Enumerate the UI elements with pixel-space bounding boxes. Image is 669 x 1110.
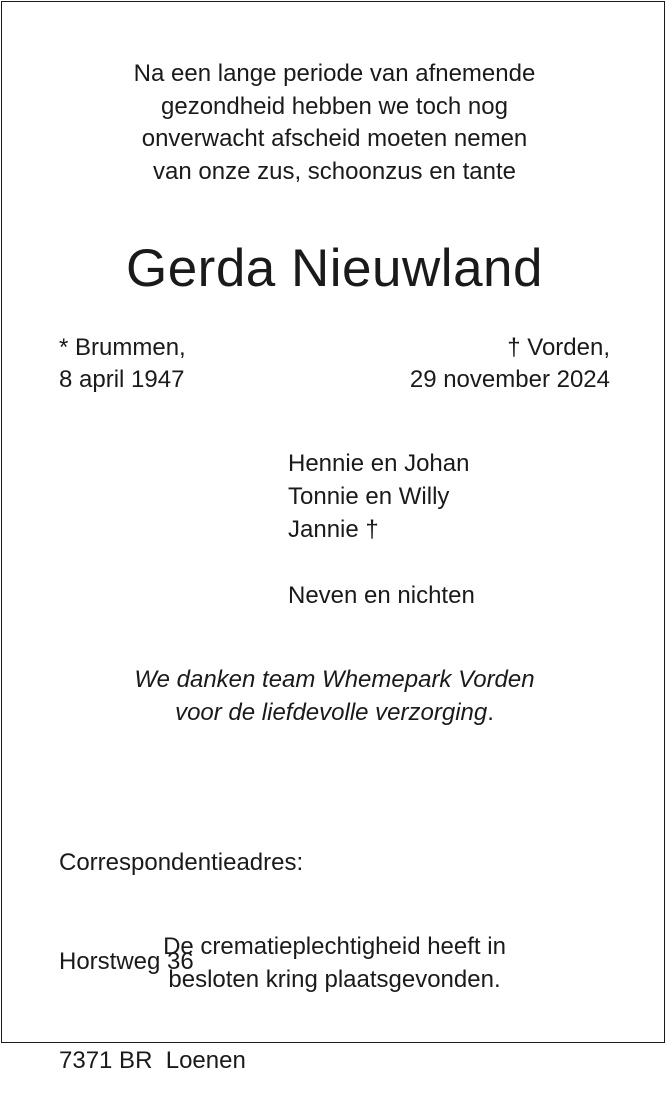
family-member: Hennie en Johan: [288, 450, 470, 477]
death-info: [410, 332, 610, 395]
family-list: [288, 447, 475, 612]
intro-line: gezondheid hebben we toch nog: [161, 92, 508, 120]
intro-text: [0, 58, 669, 189]
closing-line: besloten kring plaatsgevonden.: [168, 966, 501, 993]
birth-date: 8 april 1947: [59, 365, 185, 393]
address-street: Horstweg 36: [59, 948, 194, 975]
closing-text: [0, 930, 669, 996]
intro-line: van onze zus, schoonzus en tante: [153, 158, 516, 186]
death-place: † Vorden,: [507, 334, 610, 361]
address-postal-city: 7371 BR Loenen: [59, 1047, 246, 1074]
family-member: Tonnie en Willy: [288, 483, 450, 510]
intro-line: onverwacht afscheid moeten nemen: [141, 125, 528, 153]
birth-info: [59, 332, 186, 395]
thanks-line: voor de liefdevolle verzorging: [175, 699, 488, 726]
thanks-line: We danken team Whemepark Vorden: [134, 666, 535, 693]
family-member: Jannie †: [288, 516, 379, 543]
closing-line: De crematieplechtigheid heeft in: [163, 933, 506, 960]
thanks-period: .: [487, 699, 494, 726]
deceased-name: Gerda Nieuwland: [125, 239, 543, 298]
family-extended: Neven en nichten: [288, 582, 475, 609]
birth-place: * Brummen,: [59, 334, 186, 361]
intro-line: Na een lange periode van afnemende: [133, 60, 536, 87]
thanks-text: [0, 663, 669, 729]
thanks-line-2: [0, 696, 669, 729]
address-label: Correspondentieadres:: [59, 849, 304, 876]
death-date: 29 november 2024: [409, 365, 610, 393]
family-spacer: [288, 546, 475, 579]
